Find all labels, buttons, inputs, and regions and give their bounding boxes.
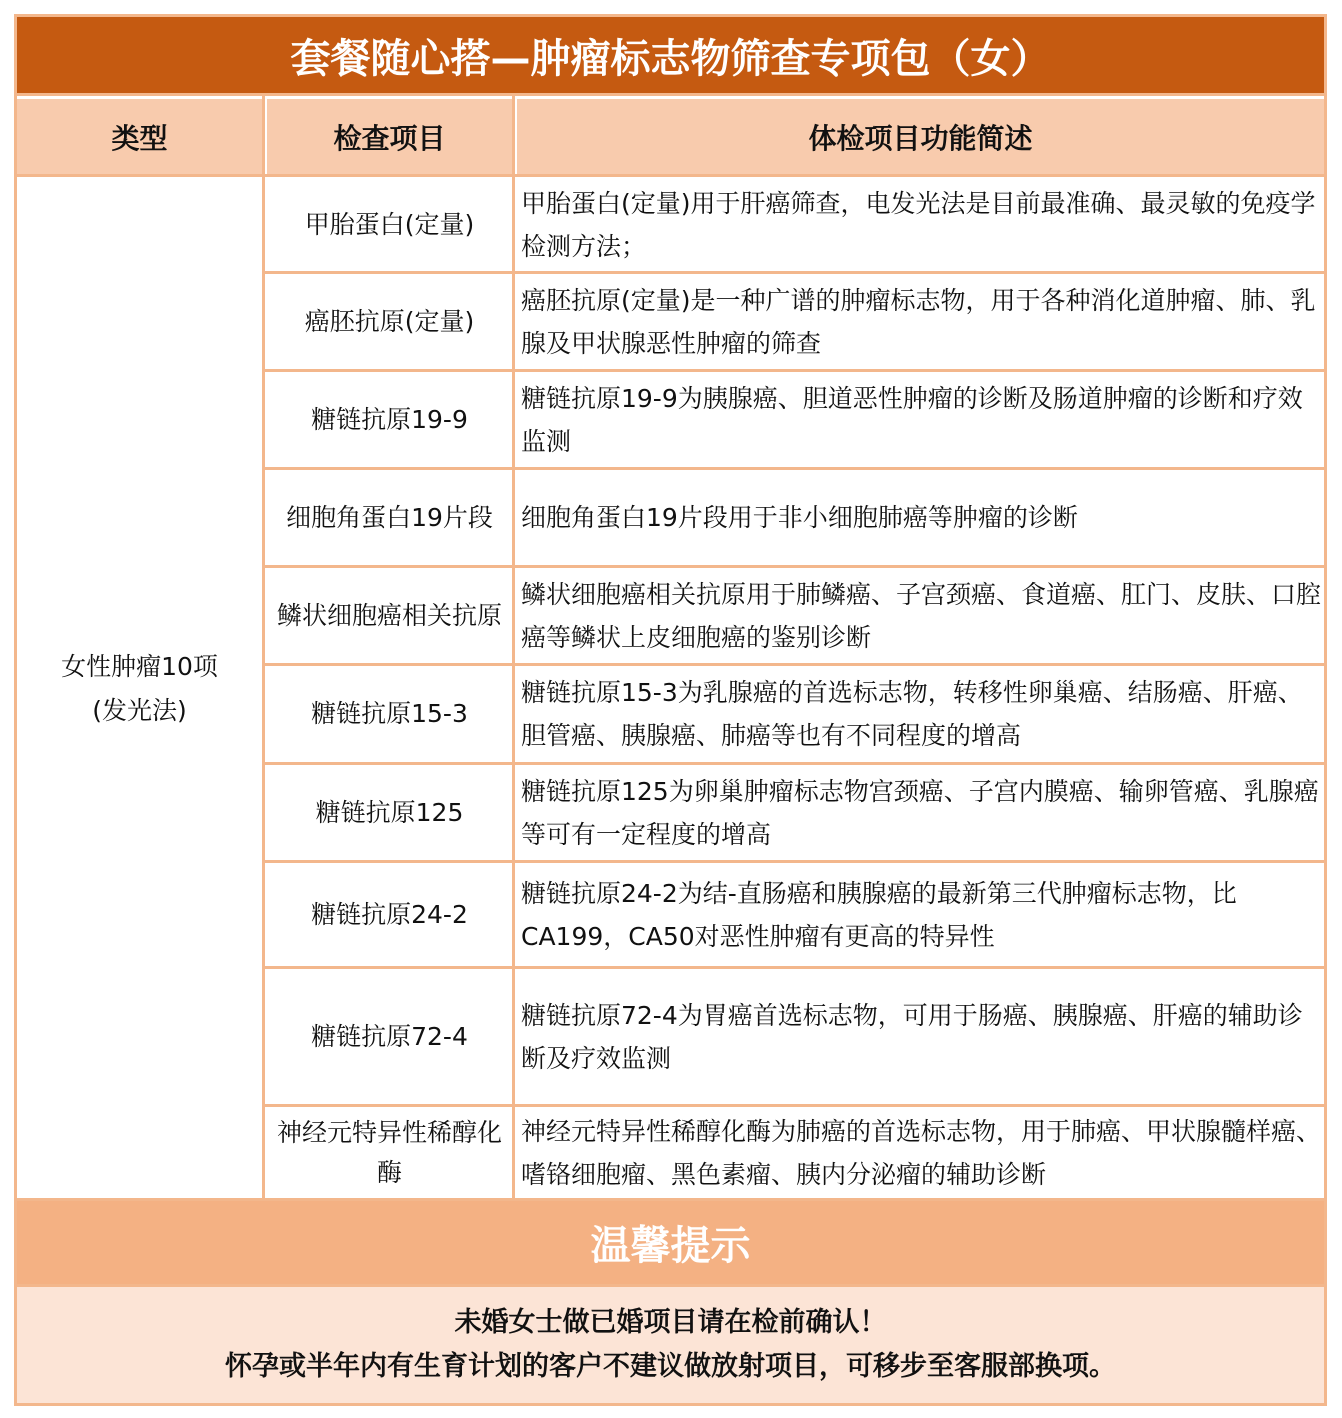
table-row-item: 鳞状细胞癌相关抗原 [276,600,502,630]
row-divider [265,1104,1324,1107]
desc-text: 糖链抗原125为卵巢肿瘤标志物宫颈癌、子宫内膜癌、输卵管癌、乳腺癌等可有一定程度的增高 [521,776,1319,849]
notice-line-1: 未婚女士做已婚项目请在检前确认！ [454,1307,887,1338]
row-divider [265,369,1324,372]
table-row-desc [521,471,1321,564]
column-divider [512,96,515,1198]
row-divider [265,663,1324,666]
row-divider [265,762,1324,765]
desc-text: 糖链抗原19-9为胰腺癌、胆道恶性肿瘤的诊断及肠道肿瘤的诊断和疗效监测 [521,383,1303,456]
table-row-item: 糖链抗原72-4 [311,1021,468,1051]
table-row-item: 糖链抗原19-9 [311,404,468,434]
table-row-desc [521,569,1321,662]
desc-text: 神经元特异性稀醇化酶为肺癌的首选标志物，用于肺癌、甲状腺髓样癌、嗜铬细胞瘤、黑色素瘤、胰内分泌瘤的辅助诊断 [521,1117,1322,1189]
table-row-desc [521,373,1321,466]
desc-text: 甲胎蛋白(定量)用于肝癌筛查，电发光法是目前最准确、最灵敏的免疫学检测方法； [521,188,1316,261]
row-divider [17,93,1324,96]
table-row-desc [521,766,1321,859]
category-method: (发光法) [92,695,187,725]
table-row-item: 癌胚抗原(定量) [304,306,475,336]
table-row-item: 神经元特异性稀醇化酶 [276,1118,502,1187]
table-row-desc [521,275,1321,368]
desc-text: 癌胚抗原(定量)是一种广谱的肿瘤标志物，用于各种消化道肿瘤、肺、乳腺及甲状腺恶性肿瘤的筛查 [521,285,1316,358]
header-item: 检查项目 [267,99,512,174]
category-cell [17,179,262,1198]
table-row-desc [521,864,1321,965]
row-divider [17,174,1324,177]
table-row-desc [521,1108,1321,1198]
table-row-item: 糖链抗原24-2 [311,899,468,929]
desc-text: 糖链抗原15-3为乳腺癌的首选标志物，转移性卵巢癌、结肠癌、肝癌、胆管癌、胰腺癌、肺癌等也有不同程度的增高 [521,678,1303,750]
table-row-desc [521,179,1321,270]
desc-text: 细胞角蛋白19片段用于非小细胞肺癌等肿瘤的诊断 [521,503,1078,532]
table-row-item: 细胞角蛋白19片段 [286,502,493,532]
tips-title: 温馨提示 [17,1201,1324,1284]
row-divider [265,271,1324,274]
desc-text: 糖链抗原24-2为结-直肠癌和胰腺癌的最新第三代肿瘤标志物，比CA199，CA50对恶性肿瘤有更高的特异性 [521,878,1237,951]
notice-line-2: 怀孕或半年内有生育计划的客户不建议做放射项目，可移步至客服部换项。 [225,1351,1116,1382]
row-divider [265,565,1324,568]
row-divider [265,860,1324,863]
category-name: 女性肿瘤10项 [61,651,218,681]
row-divider [265,966,1324,969]
header-type: 类型 [17,99,262,174]
notice-box [17,1287,1324,1403]
desc-text: 糖链抗原72-4为胃癌首选标志物，可用于肠癌、胰腺癌、肝癌的辅助诊断及疗效监测 [521,1000,1303,1073]
table-row-item: 糖链抗原125 [315,797,464,827]
table-row-desc [521,667,1321,761]
page-title: 套餐随心搭—肿瘤标志物筛查专项包（女） [17,17,1324,93]
desc-text: 鳞状细胞癌相关抗原用于肺鳞癌、子宫颈癌、食道癌、肛门、皮肤、口腔癌等鳞状上皮细胞癌的鉴别诊断 [521,579,1322,652]
table-row-desc [521,970,1321,1103]
row-divider [265,467,1324,470]
table-row-item: 甲胎蛋白(定量) [304,209,475,239]
column-divider [262,96,265,1198]
header-desc: 体检项目功能简述 [517,99,1324,174]
table-row-item: 糖链抗原15-3 [311,699,468,728]
